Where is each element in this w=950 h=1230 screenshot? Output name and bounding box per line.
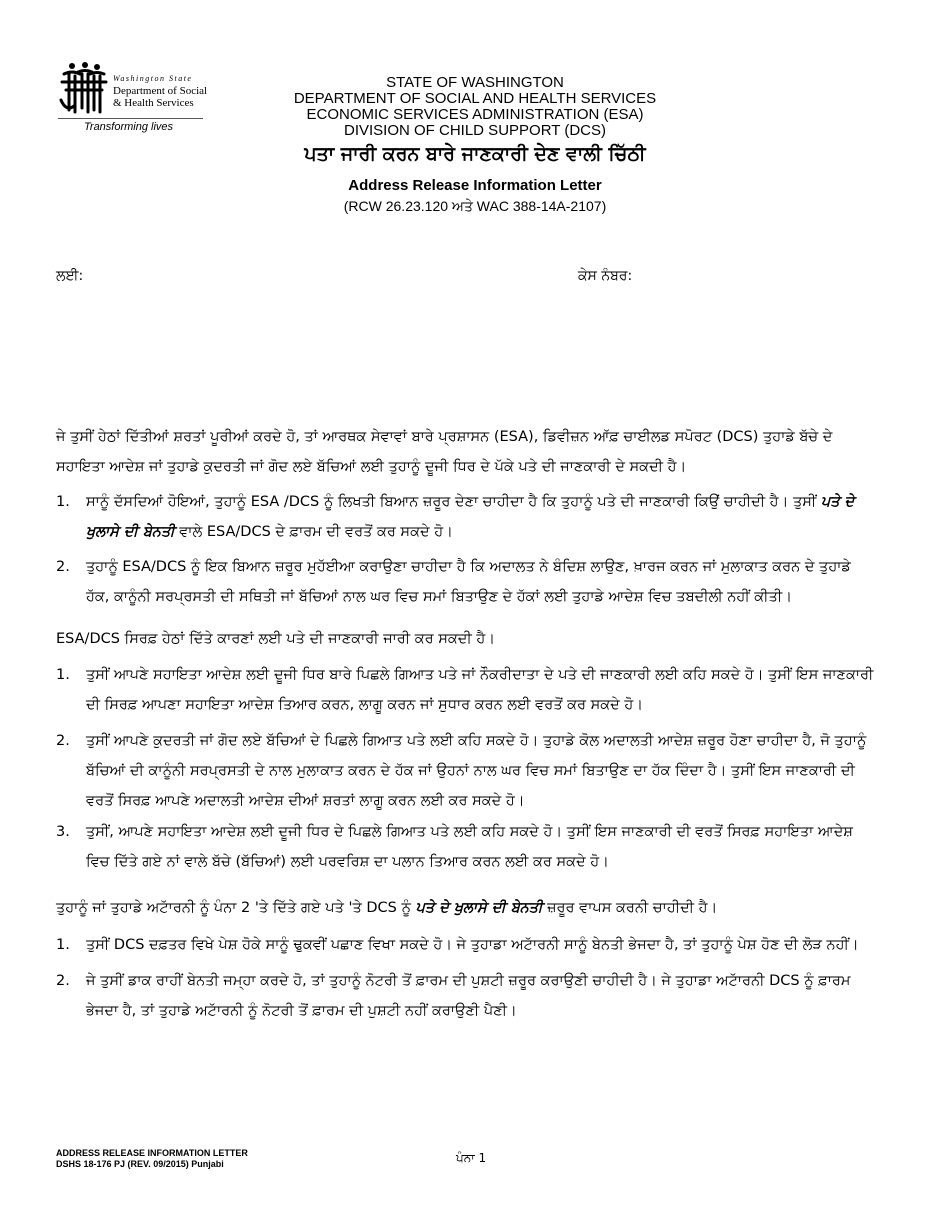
form-footer <box>56 1148 248 1170</box>
title-punjabi: ਪਤਾ ਜਾਰੀ ਕਰਨ ਬਾਰੇ ਜਾਣਕਾਰੀ ਦੇਣ ਵਾਲੀ ਚਿੱਠੀ <box>304 143 646 165</box>
item-text: ਤੁਸੀਂ, ਆਪਣੇ ਸਹਾਇਤਾ ਆਦੇਸ਼ ਲਈ ਦੂਜੀ ਧਿਰ ਦੇ ਪਿਛਲੇ ਗਿਆਤ ਪਤੇ ਲਈ ਕਹਿ ਸਕਦੇ ਹੋ। ਤੁਸੀਂ ਇਸ ਜਾਣਕਾਰੀ ਦੀ ਵਰਤੋਂ ਸਿਰਫ਼ ਸਹਾਇਤਾ ਆਦੇਸ਼ ਵਿਚ ਦਿੱਤੇ ਗਏ ਨਾਂ ਵਾਲੇ ਬੱਚੇ (ਬੱਚਿਆਂ) ਲਈ ਪਰਵਰਿਸ਼ ਦਾ ਪਲਾਨ ਤਿਆਰ ਕਰਨ ਲਈ ਕਰ ਸਕਦੇ ਹੋ। <box>86 824 853 870</box>
item-text: ਸਾਨੂੰ ਦੱਸਦਿਆਂ ਹੋਇਆਂ, ਤੁਹਾਨੂੰ ESA /DCS ਨੂੰ ਲਿਖਤੀ ਬਿਆਨ ਜ਼ਰੂਰ ਦੇਣਾ ਚਾਹੀਦਾ ਹੈ ਕਿ ਤੁਹਾਨੂੰ ਪਤੇ ਦੀ ਜਾਣਕਾਰੀ ਕਿਉਂ ਚਾਹੀਦੀ ਹੈ। ਤੁਸੀਂ ਪਤੇ ਦੇ ਖੁਲਾਸੇ ਦੀ ਬੇਨਤੀ ਵਾਲੇ ESA/DCS ਦੇ ਫ਼ਾਰਮ ਦੀ ਵਰਤੋਂ ਕਰ ਸਕਦੇ ਹੋ। <box>86 494 855 540</box>
item-text: ਤੁਸੀਂ DCS ਦਫ਼ਤਰ ਵਿਖੇ ਪੇਸ਼ ਹੋਕੇ ਸਾਨੂੰ ਢੁਕਵੀਂ ਪਛਾਣ ਵਿਖਾ ਸਕਦੇ ਹੋ। ਜੇ ਤੁਹਾਡਾ ਅਟਾੱਰਨੀ ਸਾਨੂੰ ਬੇਨਤੀ ਭੇਜਦਾ ਹੈ, ਤਾਂ ਤੁਹਾਨੂੰ ਪੇਸ਼ ਹੋਣ ਦੀ ਲੋੜ ਨਹੀਂ। <box>86 937 859 953</box>
page-number: ਪੰਨਾ 1 <box>456 1151 487 1165</box>
letter-header <box>0 75 950 215</box>
item-number: 3. <box>56 824 70 840</box>
header-state: STATE OF WASHINGTON <box>386 74 564 91</box>
header-administration: ECONOMIC SERVICES ADMINISTRATION (ESA) <box>306 106 644 123</box>
item-number: 1. <box>56 494 70 510</box>
item-number: 2. <box>56 559 70 575</box>
footer-form-number: DSHS 18-176 PJ (REV. 09/2015) Punjabi <box>56 1159 224 1169</box>
item-text: ਤੁਸੀਂ ਆਪਣੇ ਕੁਦਰਤੀ ਜਾਂ ਗੋਦ ਲਏ ਬੱਚਿਆਂ ਦੇ ਪਿਛਲੇ ਗਿਆਤ ਪਤੇ ਲਈ ਕਹਿ ਸਕਦੇ ਹੋ। ਤੁਹਾਡੇ ਕੋਲ ਅਦਾਲਤੀ ਆਦੇਸ਼ ਜ਼ਰੂਰ ਹੋਣਾ ਚਾਹੀਦਾ ਹੈ, ਜੋ ਤੁਹਾਨੂੰ ਬੱਚਿਆਂ ਦੀ ਕਾਨੂੰਨੀ ਸਰਪ੍ਰਸਤੀ ਦੇ ਨਾਲ ਮੁਲਾਕਾਤ ਕਰਨ ਦੇ ਹੱਕ ਜਾਂ ਉਹਨਾਂ ਨਾਲ ਘਰ ਵਿਚ ਸਮਾਂ ਬਿਤਾਉਣ ਦਾ ਹੱਕ ਦਿੰਦਾ ਹੈ। ਤੁਸੀਂ ਇਸ ਜਾਣਕਾਰੀ ਦੀ ਵਰਤੋਂ ਸਿਰਫ਼ ਆਪਣੇ ਅਦਾਲਤੀ ਆਦੇਸ਼ ਦੀਆਂ ਸ਼ਰਤਾਂ ਲਾਗੂ ਕਰਨ ਲਈ ਕਰ ਸਕਦੇ ਹੋ। <box>86 733 867 809</box>
item-text: ਤੁਸੀਂ ਆਪਣੇ ਸਹਾਇਤਾ ਆਦੇਸ਼ ਲਈ ਦੂਜੀ ਧਿਰ ਬਾਰੇ ਪਿਛਲੇ ਗਿਆਤ ਪਤੇ ਜਾਂ ਨੌਕਰੀਦਾਤਾ ਦੇ ਪਤੇ ਦੀ ਜਾਣਕਾਰੀ ਲਈ ਕਹਿ ਸਕਦੇ ਹੋ। ਤੁਸੀਂ ਇਸ ਜਾਣਕਾਰੀ ਦੀ ਸਿਰਫ਼ ਆਪਣਾ ਸਹਾਇਤਾ ਆਦੇਸ਼ ਤਿਆਰ ਕਰਨ, ਲਾਗੂ ਕਰਨ ਜਾਂ ਸੁਧਾਰ ਕਰਨ ਲਈ ਵਰਤੋਂ ਕਰ ਸਕਦੇ ਹੋ। <box>86 667 874 713</box>
intro-line: ਜੇ ਤੁਸੀਂ ਹੇਠਾਂ ਦਿੱਤੀਆਂ ਸ਼ਰਤਾਂ ਪੂਰੀਆਂ ਕਰਦੇ ਹੋ, ਤਾਂ ਆਰਥਕ ਸੇਵਾਵਾਂ ਬਾਰੇ ਪ੍ਰਸ਼ਾਸਨ (ESA), ਡਿਵੀਜ਼ਨ ਆੱਫ਼ ਚਾਈਲਡ ਸਪੋਰਟ (DCS) ਤੁਹਾਡੇ ਬੱਚੇ ਦੇ <box>56 429 833 445</box>
logo-tagline: Transforming lives <box>84 121 174 133</box>
intro-paragraph <box>56 422 896 482</box>
logo-state: Washington State <box>113 74 193 83</box>
item-text: ਤੁਹਾਨੂੰ ESA/DCS ਨੂੰ ਇਕ ਬਿਆਨ ਜ਼ਰੂਰ ਮੁਹੱਈਆ ਕਰਾਉਣਾ ਚਾਹੀਦਾ ਹੈ ਕਿ ਅਦਾਲਤ ਨੇ ਬੰਦਿਸ਼ ਲਾਉਣ, ਖ਼ਾਰਜ ਕਰਨ ਜਾਂ ਮੁਲਾਕਾਤ ਕਰਨ ਦੇ ਤੁਹਾਡੇ ਹੱਕ, ਕਾਨੂੰਨੀ ਸਰਪ੍ਰਸਤੀ ਦੀ ਸਥਿਤੀ ਜਾਂ ਬੱਚਿਆਂ ਨਾਲ ਘਰ ਵਿਚ ਸਮਾਂ ਬਿਤਾਉਣ ਦੇ ਹੱਕਾਂ ਲਈ ਤੁਹਾਡੇ ਆਦੇਸ਼ ਵਿਚ ਤਬਦੀਲੀ ਨਹੀਂ ਕੀਤੀ। <box>86 559 851 605</box>
logo-health: & Health Services <box>113 97 194 109</box>
for-label: ਲਈ: <box>56 268 84 284</box>
item-text: ਜੇ ਤੁਸੀਂ ਡਾਕ ਰਾਹੀਂ ਬੇਨਤੀ ਜਮ੍ਹਾ ਕਰਦੇ ਹੋ, ਤਾਂ ਤੁਹਾਨੂੰ ਨੋਟਰੀ ਤੋਂ ਫ਼ਾਰਮ ਦੀ ਪੁਸ਼ਟੀ ਜ਼ਰੂਰ ਕਰਾਉਣੀ ਚਾਹੀਦੀ ਹੈ। ਜੇ ਤੁਹਾਡਾ ਅਟਾੱਰਨੀ DCS ਨੂੰ ਫ਼ਾਰਮ ਭੇਜਦਾ ਹੈ, ਤਾਂ ਤੁਹਾਡੇ ਅਟਾੱਰਨੀ ਨੂੰ ਨੋਟਰੀ ਤੋਂ ਫ਼ਾਰਮ ਦੀ ਪੁਸ਼ਟੀ ਨਹੀਂ ਕਰਾਉਣੀ ਪੈਣੀ। <box>86 973 851 1019</box>
item-number: 1. <box>56 667 70 683</box>
item-number: 2. <box>56 733 70 749</box>
title-english: Address Release Information Letter <box>348 177 602 194</box>
reasons-intro: ESA/DCS ਸਿਰਫ਼ ਹੇਠਾਂ ਦਿੱਤੇ ਕਾਰਣਾਂ ਲਈ ਪਤੇ ਦੀ ਜਾਣਕਾਰੀ ਜਾਰੀ ਕਰ ਸਕਦੀ ਹੈ। <box>56 631 496 647</box>
return-instruction: ਤੁਹਾਨੂੰ ਜਾਂ ਤੁਹਾਡੇ ਅਟਾੱਰਨੀ ਨੂੰ ਪੰਨਾ 2 'ਤੇ ਦਿੱਤੇ ਗਏ ਪਤੇ 'ਤੇ DCS ਨੂੰ ਪਤੇ ਦੇ ਖੁਲਾਸੇ ਦੀ ਬੇਨਤੀ ਜ਼ਰੂਰ ਵਾਪਸ ਕਰਨੀ ਚਾਹੀਦੀ ਹੈ। <box>56 900 718 916</box>
legal-reference: (RCW 26.23.120 ਅਤੇ WAC 388-14A-2107) <box>343 198 607 214</box>
header-division: DIVISION OF CHILD SUPPORT (DCS) <box>344 122 606 139</box>
item-number: 2. <box>56 973 70 989</box>
intro-line: ਸਹਾਇਤਾ ਆਦੇਸ਼ ਜਾਂ ਤੁਹਾਡੇ ਕੁਦਰਤੀ ਜਾਂ ਗੋਦ ਲਏ ਬੱਚਿਆਂ ਲਈ ਤੁਹਾਨੂੰ ਦੂਜੀ ਧਿਰ ਦੇ ਪੱਕੇ ਪਤੇ ਦੀ ਜਾਣਕਾਰੀ ਦੇ ਸਕਦੀ ਹੈ। <box>56 459 687 475</box>
case-number-label: ਕੇਸ ਨੰਬਰ: <box>578 268 633 284</box>
header-department: DEPARTMENT OF SOCIAL AND HEALTH SERVICES <box>293 90 657 107</box>
logo-dept: Department of Social <box>113 85 208 97</box>
item-number: 1. <box>56 937 70 953</box>
footer-form-title: ADDRESS RELEASE INFORMATION LETTER <box>56 1148 248 1158</box>
